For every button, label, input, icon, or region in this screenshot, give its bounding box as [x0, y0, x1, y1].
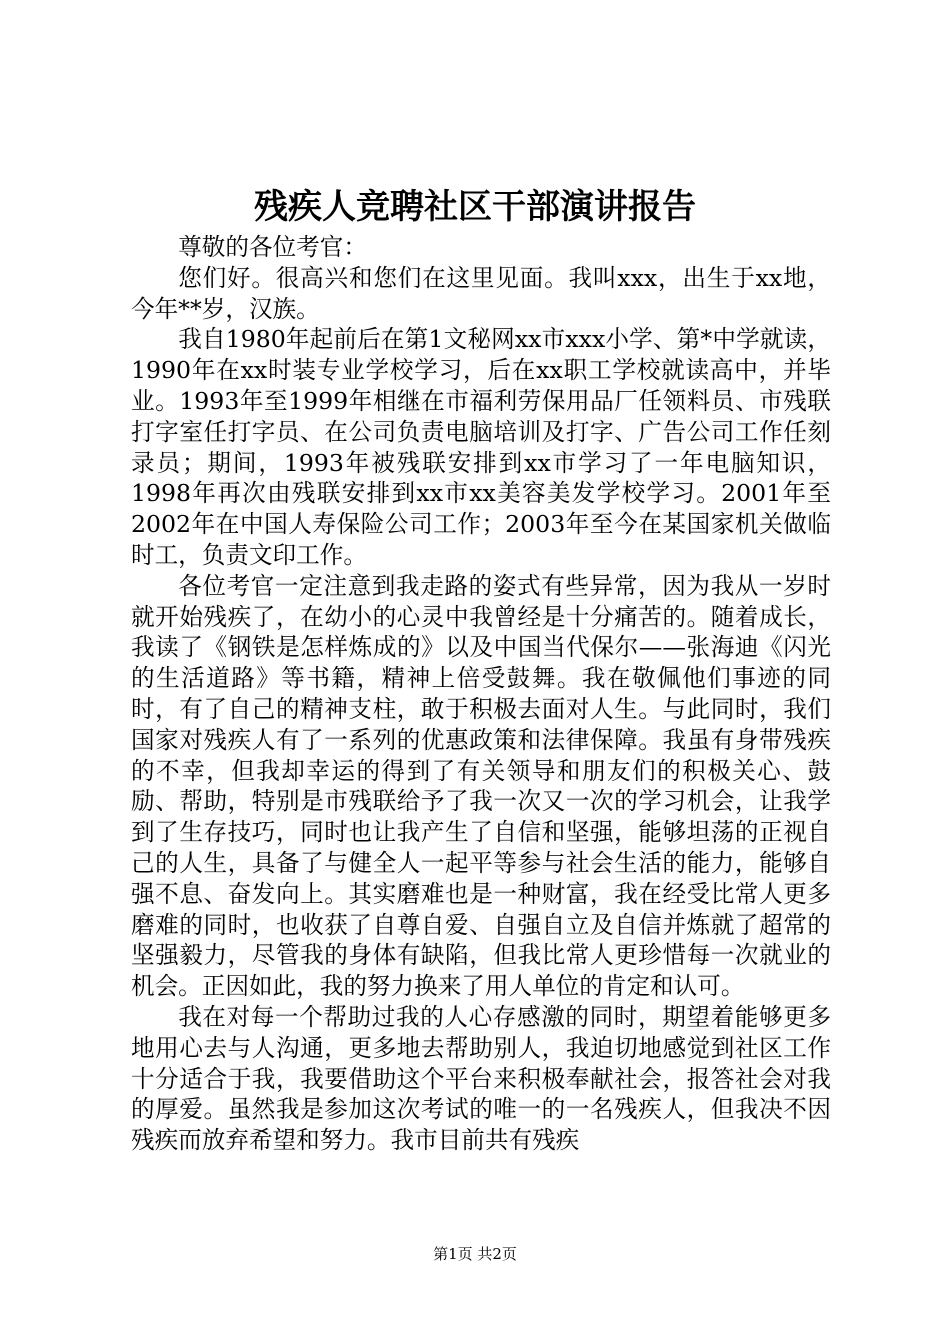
- page-footer: 第1页 共2页: [433, 1245, 517, 1263]
- document-title: 残疾人竞聘社区干部演讲报告: [254, 187, 696, 227]
- greeting-paragraph: 您们好。很高兴和您们在这里见面。我叫xxx，出生于xx地，今年**岁，汉族。: [131, 263, 831, 323]
- experience-paragraph: 各位考官一定注意到我走路的姿式有些异常，因为我从一岁时就开始残疾了，在幼小的心灵中我曾经是十分痛苦的。随着成长，我读了《钢铁是怎样炼成的》以及中国当代保尔——张海迪《闪光的生活道路》等书籍，精神上倍受鼓舞。我在敬佩他们事迹的同时，有了自己的精神支柱，敢于积极去面对人生。与此同时，我们国家对残疾人有了一系列的优惠政策和法律保障。我虽有身带残疾的不幸，但我却幸运的得到了有关领导和朋友们的积极关心、鼓励、帮助，特别是市残联给予了我一次又一次的学习机会，让我学到了生存技巧，同时也让我产生了自信和坚强，能够坦荡的正视自己的人生，具备了与健全人一起平等参与社会生活的能力，能够自强不息、奋发向上。其实磨难也是一种财富，我在经受比常人更多磨难的同时，也收获了自尊自爱、自强自立及自信并炼就了超常的坚强毅力，尽管我的身体有缺陷，但我比常人更珍惜每一次就业的机会。正因如此，我的努力换来了用人单位的肯定和认可。: [131, 571, 831, 1001]
- salutation-paragraph: 尊敬的各位考官：: [178, 233, 367, 261]
- document-body: [131, 232, 831, 1156]
- motivation-paragraph: 我在对每一个帮助过我的人心存感激的同时，期望着能够更多地用心去与人沟通，更多地去帮助别人，我迫切地感觉到社区工作十分适合于我，我要借助这个平台来积极奉献社会，报答社会对我的厚爱。虽然我是参加这次考试的唯一的一名残疾人，但我决不因残疾而放弃希望和努力。我市目前共有残疾: [131, 1002, 831, 1155]
- background-paragraph: 我自1980年起前后在第1文秘网xx市xxx小学、第*中学就读，1990年在xx时装专业学校学习，后在xx职工学校就读高中，并毕业。1993年至1999年相继在市福利劳保用品厂任领料员、市残联打字室任打字员、在公司负责电脑培训及打字、广告公司工作任刻录员；期间，1993年被残联安排到xx市学习了一年电脑知识，1998年再次由残联安排到xx市xx美容美发学校学习。2001年至2002年在中国人寿保险公司工作；2003年至今在某国家机关做临时工，负责文印工作。: [131, 325, 831, 569]
